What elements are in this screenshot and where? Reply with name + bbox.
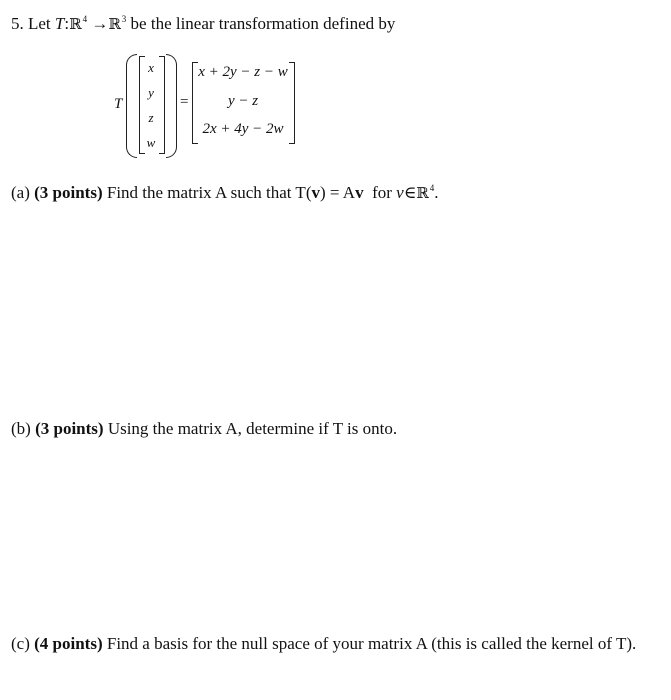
- part-b-text: Using the matrix A, determine if T is onto.: [107, 419, 398, 438]
- codomain-dimension: 3: [121, 14, 127, 24]
- equation-T: T: [114, 96, 123, 112]
- intro-rest: be the linear transformation defined by: [130, 14, 396, 33]
- transformation-equation: [114, 54, 304, 158]
- part-a-vector-v2: v: [355, 183, 364, 202]
- part-c-text: Find a basis for the null space of your matrix A (this is called the kernel of T).: [106, 634, 637, 653]
- intro-let: Let: [28, 14, 51, 33]
- maps-to-arrow: →: [91, 14, 109, 33]
- domain-space: ℝ: [69, 15, 82, 33]
- element-of-symbol: ∈: [403, 183, 417, 202]
- part-a-question: [11, 183, 439, 203]
- input-y: y: [148, 85, 154, 100]
- part-c-question: [11, 634, 636, 654]
- part-a-var-v: v: [396, 183, 404, 202]
- output-row-1: x + 2y − z − w: [198, 64, 288, 80]
- part-a-period: .: [434, 183, 439, 202]
- output-row-2: y − z: [227, 93, 259, 109]
- part-c-points: (4 points): [34, 634, 103, 653]
- part-a-for: for: [372, 183, 392, 202]
- codomain-space: ℝ: [108, 15, 121, 33]
- colon: :: [64, 14, 70, 33]
- part-a-label: (a): [11, 183, 30, 202]
- input-w: w: [146, 135, 156, 150]
- input-z: z: [148, 110, 154, 125]
- output-row-3: 2x + 4y − 2w: [202, 121, 284, 137]
- part-c-label: (c): [11, 634, 30, 653]
- problem-statement: [11, 14, 395, 34]
- part-a-points: (3 points): [34, 183, 103, 202]
- part-a-vector-v: v: [311, 183, 320, 202]
- output-right-bracket: [289, 62, 295, 144]
- part-b-points: (3 points): [35, 419, 104, 438]
- domain-dimension: 4: [82, 14, 88, 24]
- input-right-bracket: [159, 56, 165, 154]
- part-a-text: Find the matrix A such that T(: [106, 183, 312, 202]
- problem-number: 5.: [11, 14, 24, 33]
- part-b-label: (b): [11, 419, 31, 438]
- part-b-question: [11, 419, 397, 439]
- part-a-space: ℝ: [416, 184, 429, 202]
- input-x: x: [148, 60, 154, 75]
- right-paren: [166, 54, 177, 158]
- part-a-text2: ) = A: [319, 183, 356, 202]
- part-a-dimension: 4: [429, 183, 435, 193]
- equals-sign: =: [180, 94, 189, 110]
- left-paren: [126, 54, 137, 158]
- transformation-symbol: T: [54, 14, 65, 33]
